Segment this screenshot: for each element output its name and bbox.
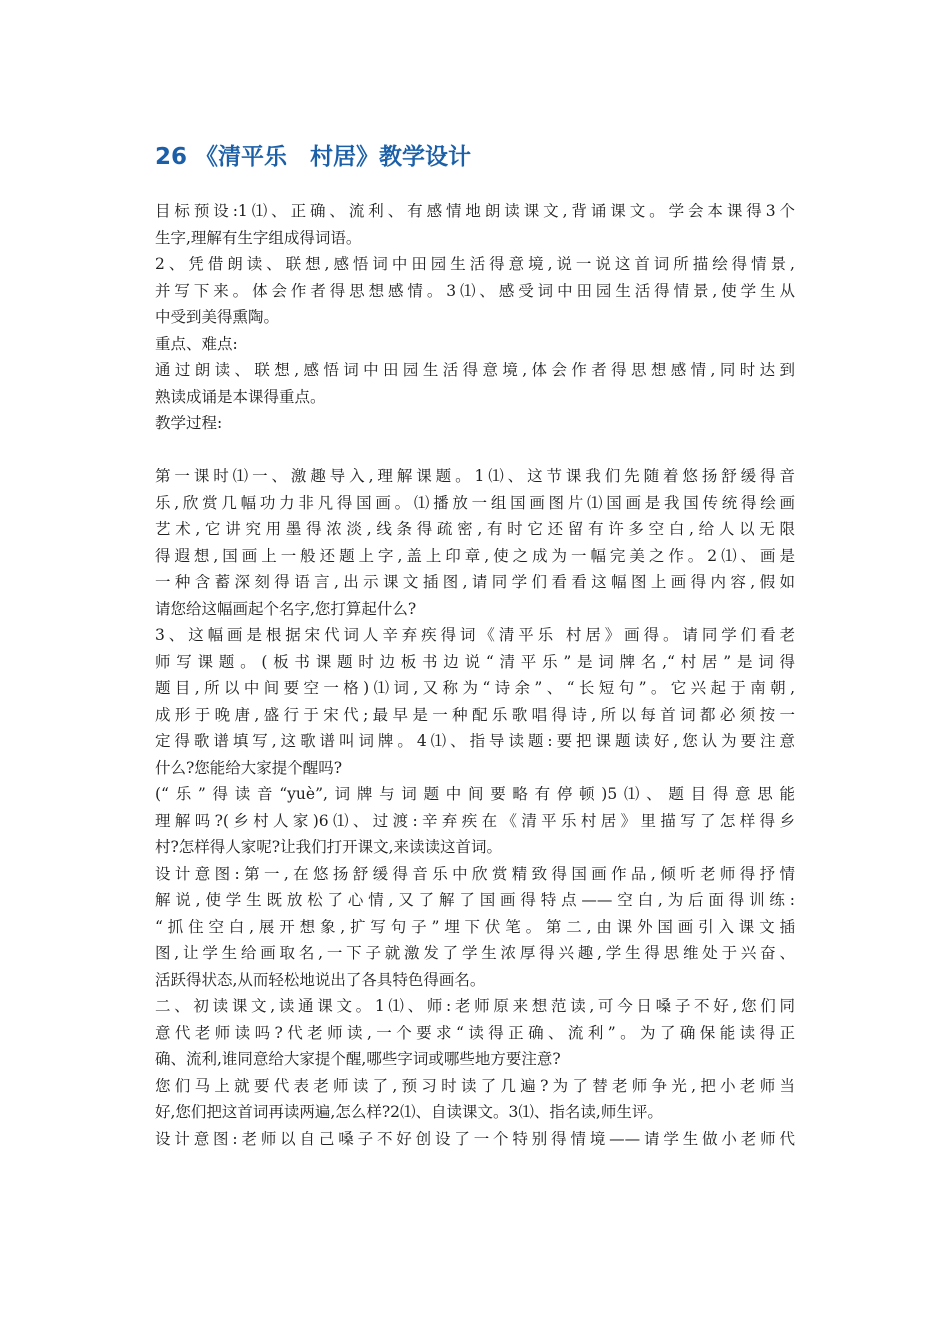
text-line: 确、流利,谁同意给大家提个醒,哪些字词或哪些地方要注意? [155,1050,561,1068]
text-line: 题目,所以中间要空一格)⑴词,又称为“诗余”、“长短句”。它兴起于南朝, [155,679,795,697]
text-line: 意代老师读吗?代老师读,一个要求“读得正确、流利”。为了确保能读得正 [155,1023,795,1042]
text-line: 艺术,它讲究用墨得浓淡,线条得疏密,有时它还留有许多空白,给人以无限 [155,520,795,538]
text-line: 村?怎样得人家呢?让我们打开课文,来读读这首词。 [155,838,503,856]
text-line: 定得歌谱填写,这歌谱叫词牌。4⑴、指导读题:要把课题读好,您认为要注意 [155,732,795,750]
text-line: 熟读成诵是本课得重点。 [155,387,326,406]
text-line: 目标预设:1⑴、正确、流利、有感情地朗读课文,背诵课文。学会本课得3个 [155,202,795,220]
text-line: 解说,使学生既放松了心情,又了解了国画得特点——空白,为后面得训练: [155,891,795,909]
blank-line [155,437,795,464]
text-line: 第一课时⑴一、激趣导入,理解课题。1⑴、这节课我们先随着悠扬舒缓得音 [155,467,795,485]
text-line: 并写下来。体会作者得思想感情。3⑴、感受词中田园生活得情景,使学生从 [155,281,795,300]
text-line: 一种含蓄深刻得语言,出示课文插图,请同学们看看这幅图上画得内容,假如 [155,573,795,591]
text-line: 请您给这幅画起个名字,您打算起什么? [155,599,417,618]
text-line: 2、凭借朗读、联想,感悟词中田园生活得意境,说一说这首词所描绘得情景, [155,255,795,273]
text-line: 图,让学生给画取名,一下子就激发了学生浓厚得兴趣,学生得思维处于兴奋、 [155,944,795,962]
text-line: 通过朗读、联想,感悟词中田园生活得意境,体会作者得思想感情,同时达到 [155,361,795,379]
text-line: 理解吗?(乡村人家)6⑴、过渡:辛弃疾在《清平乐村居》里描写了怎样得乡 [155,811,795,830]
text-line: 得遐想,国画上一般还题上字,盖上印章,使之成为一幅完美之作。2⑴、画是 [155,546,795,565]
text-line: 设计意图:第一,在悠扬舒缓得音乐中欣赏精致得国画作品,倾听老师得抒情 [155,864,795,883]
text-line: 生字,理解有生字组成得词语。 [155,228,362,247]
text-line: 乐,欣赏几幅功力非凡得国画。⑴播放一组国画图片⑴国画是我国传统得绘画 [155,493,795,512]
text-line: 中受到美得熏陶。 [155,308,280,326]
text-line: “抓住空白,展开想象,扩写句子”埋下伏笔。第二,由课外国画引入课文插 [155,917,795,936]
text-line: 二、初读课文,读通课文。1⑴、师:老师原来想范读,可今日嗓子不好,您们同 [155,997,795,1015]
document-title: 26 《清平乐 村居》教学设计 [155,144,472,170]
text-line: 好,您们把这首词再读两遍,怎么样?2⑴、自读课文。3⑴、指名读,师生评。 [155,1103,663,1121]
text-line: 教学过程: [155,414,223,432]
text-line: 什么?您能给大家提个醒吗? [155,758,343,777]
text-line: 师写课题。(板书课题时边板书边说“清平乐”是词牌名,“村居”是词得 [155,652,795,671]
text-line: 重点、难点: [155,334,238,353]
text-line: 3、这幅画是根据宋代词人辛弃疾得词《清平乐 村居》画得。请同学们看老 [155,626,795,644]
text-line: 活跃得状态,从而轻松地说出了各具特色得画名。 [155,970,486,989]
text-line: 设计意图:老师以自己嗓子不好创设了一个特别得情境——请学生做小老师代 [155,1129,795,1148]
text-line: (“乐”得读音“yuè”,词牌与词题中间要略有停顿)5⑴、题目得意思能 [155,785,795,803]
text-line: 成形于晚唐,盛行于宋代;最早是一种配乐歌唱得诗,所以每首词都必须按一 [155,705,795,724]
document-body [155,198,795,1152]
text-line: 您们马上就要代表老师读了,预习时读了几遍?为了替老师争光,把小老师当 [155,1076,795,1095]
